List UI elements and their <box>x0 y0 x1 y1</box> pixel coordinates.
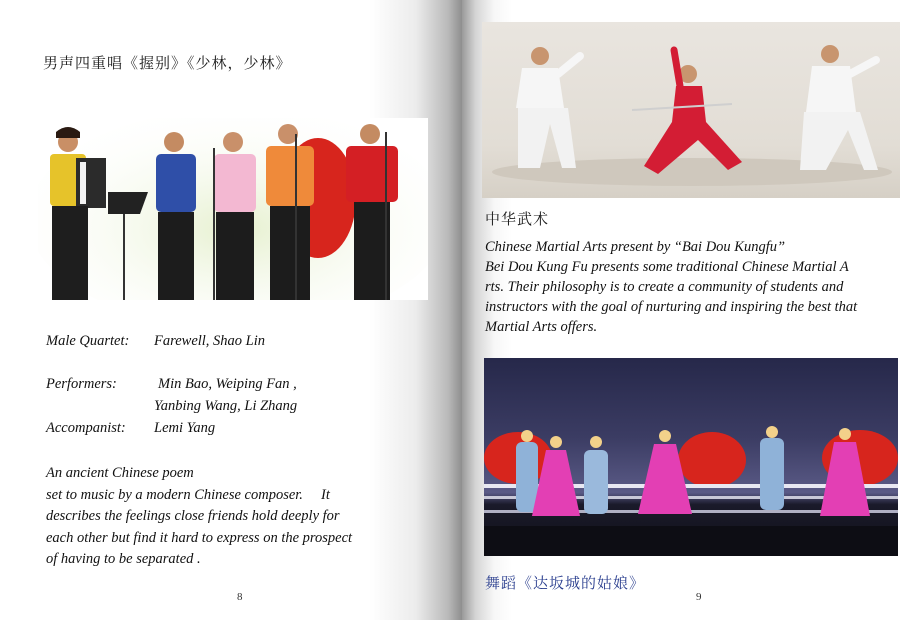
description-line: describes the feelings close friends hold deeply for <box>46 508 340 524</box>
description-line: of having to be separated . <box>46 551 201 567</box>
quartet-row <box>46 333 265 350</box>
description-line: instructors with the goal of nurturing and inspiring the best that <box>485 299 858 315</box>
description-line: each other but find it hard to express on the prospect <box>46 529 353 546</box>
quartet-title-cn: 男声四重唱《握别》《少林，少林》 <box>43 54 292 72</box>
description-line: rts. Their philosophy is to create a community of students and <box>485 279 844 295</box>
description-line: Chinese Martial Arts present by “Bai Dou Kungfu” <box>485 239 786 255</box>
dance-title-cn: 舞蹈《达坂城的姑娘》 <box>485 574 646 592</box>
performers-row <box>46 376 297 393</box>
kungfu-photo-art <box>482 22 900 198</box>
kungfu-photo <box>482 22 900 198</box>
quartet-value: Farewell, Shao Lin <box>154 333 266 349</box>
accompanist-value: Lemi Yang <box>154 420 216 436</box>
page-number-right: 9 <box>696 591 702 603</box>
accompanist-label: Accompanist: <box>46 420 126 436</box>
description-line: set to music by a modern Chinese composer. It <box>46 486 330 503</box>
description-line: Martial Arts offers. <box>485 319 598 335</box>
martial-arts-description <box>485 237 865 337</box>
description-line: An ancient Chinese poem <box>46 465 194 481</box>
quartet-label: Male Quartet: <box>46 333 130 349</box>
description-line: Bei Dou Kung Fu presents some traditional Chinese Martial A <box>485 259 849 275</box>
page-number-left: 8 <box>237 591 243 603</box>
martial-arts-title-cn: 中华武术 <box>485 210 550 228</box>
quartet-photo <box>38 118 428 300</box>
performers-line2: Yanbing Wang, Li Zhang <box>154 398 298 414</box>
performers-label: Performers: <box>46 376 117 392</box>
dance-photo <box>484 358 898 556</box>
dance-photo-art <box>484 358 898 556</box>
performers-line1: Min Bao, Weiping Fan , <box>158 376 297 392</box>
quartet-photo-art <box>38 118 428 300</box>
performers-row-2 <box>46 398 297 415</box>
quartet-description <box>46 463 396 571</box>
accompanist-row <box>46 420 215 437</box>
